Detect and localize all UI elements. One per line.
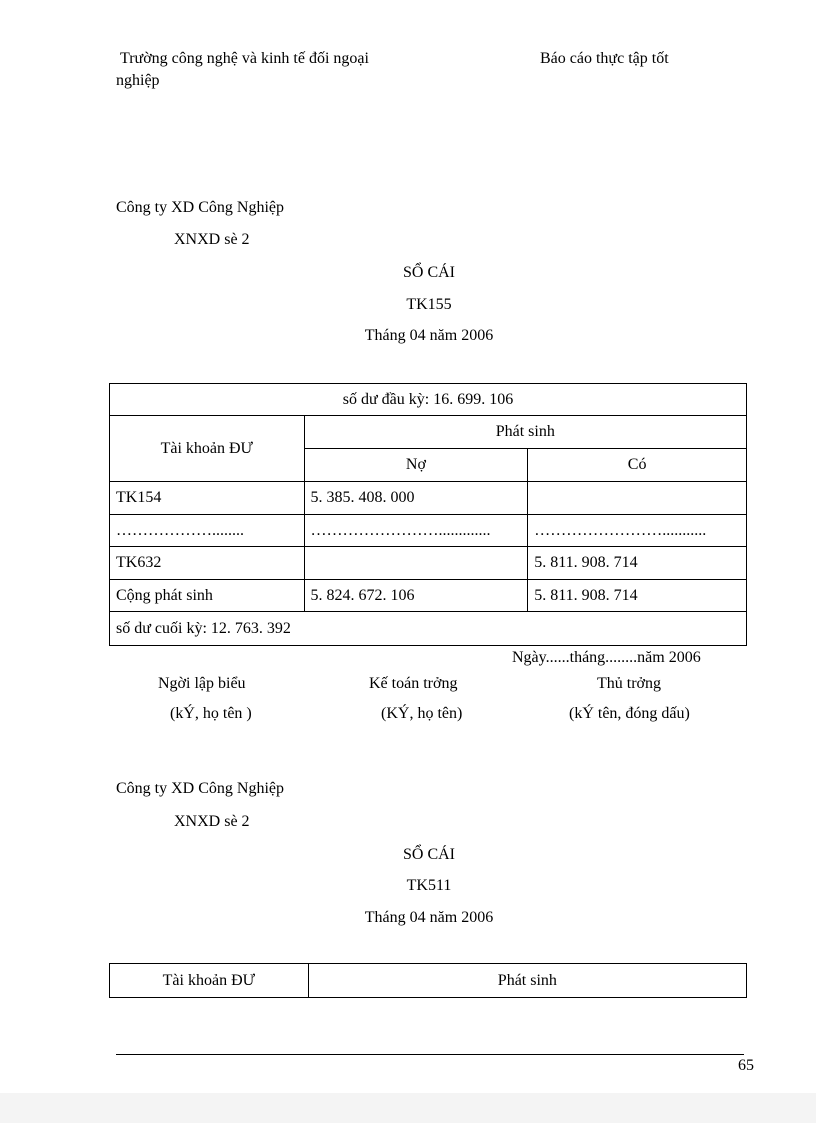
signature-preparer-role: Ngời lập biểu: [158, 675, 246, 692]
unit-name-2: XNXD sè 2: [174, 813, 250, 830]
header-school-cont: nghiệp: [116, 72, 160, 89]
ledger-account-2: TK511: [406, 877, 452, 894]
row-account: TK154: [110, 482, 305, 515]
header-school: Trường công nghệ và kinh tế đối ngoại: [120, 50, 369, 67]
ledger-table-tk511: [109, 963, 747, 998]
signature-director-note: (kÝ tên, đóng dấu): [569, 705, 690, 722]
ledger-title: SỔ CÁI: [402, 264, 455, 281]
col-header-credit: Có: [528, 449, 747, 482]
col-header-phat-sinh-2: Phát sinh: [308, 964, 746, 998]
company-name: Công ty XD Công Nghiệp: [116, 199, 284, 216]
col-header-debit: Nợ: [304, 449, 528, 482]
table-row: [110, 515, 747, 547]
opening-balance: số dư đầu kỳ: 16. 699. 106: [110, 384, 747, 416]
ledger-title-2: SỔ CÁI: [402, 846, 455, 863]
row-debit: …………………….............: [304, 515, 528, 547]
page-bottom-band: [0, 1093, 816, 1123]
signature-director-role: Thủ trởng: [597, 675, 662, 692]
ledger-account: TK155: [406, 296, 452, 313]
row-credit: ……………………...........: [528, 515, 747, 547]
ledger-month-2: Tháng 04 năm 2006: [364, 909, 494, 926]
closing-balance: số dư cuối kỳ: 12. 763. 392: [110, 612, 747, 646]
signature-accountant-note: (KÝ, họ tên): [381, 705, 463, 722]
col-header-account: Tài khoản ĐƯ: [110, 416, 305, 482]
col-header-account-2: Tài khoản ĐƯ: [110, 964, 309, 998]
company-name-2: Công ty XD Công Nghiệp: [116, 780, 284, 797]
signature-accountant-role: Kế toán trởng: [369, 675, 458, 692]
row-debit: 5. 385. 408. 000: [304, 482, 528, 515]
row-account: ………………........: [110, 515, 305, 547]
row-debit: 5. 824. 672. 106: [304, 580, 528, 612]
page-number: 65: [738, 1057, 754, 1074]
header-report-title: Báo cáo thực tập tốt: [540, 50, 669, 67]
ledger-month: Tháng 04 năm 2006: [364, 327, 494, 344]
col-header-phat-sinh: Phát sinh: [304, 416, 746, 449]
row-account: TK632: [110, 547, 305, 580]
ledger-table-tk155: [109, 383, 747, 646]
table-row-total: [110, 580, 747, 612]
footer-rule: [116, 1054, 744, 1055]
unit-name: XNXD sè 2: [174, 231, 250, 248]
row-credit: 5. 811. 908. 714: [528, 547, 747, 580]
row-credit: [528, 482, 747, 515]
row-account: Cộng phát sinh: [110, 580, 305, 612]
row-credit: 5. 811. 908. 714: [528, 580, 747, 612]
table-row: [110, 547, 747, 580]
table-row: [110, 482, 747, 515]
row-debit: [304, 547, 528, 580]
signature-preparer-note: (kÝ, họ tên ): [170, 705, 252, 722]
date-line: Ngày......tháng........năm 2006: [512, 649, 701, 666]
